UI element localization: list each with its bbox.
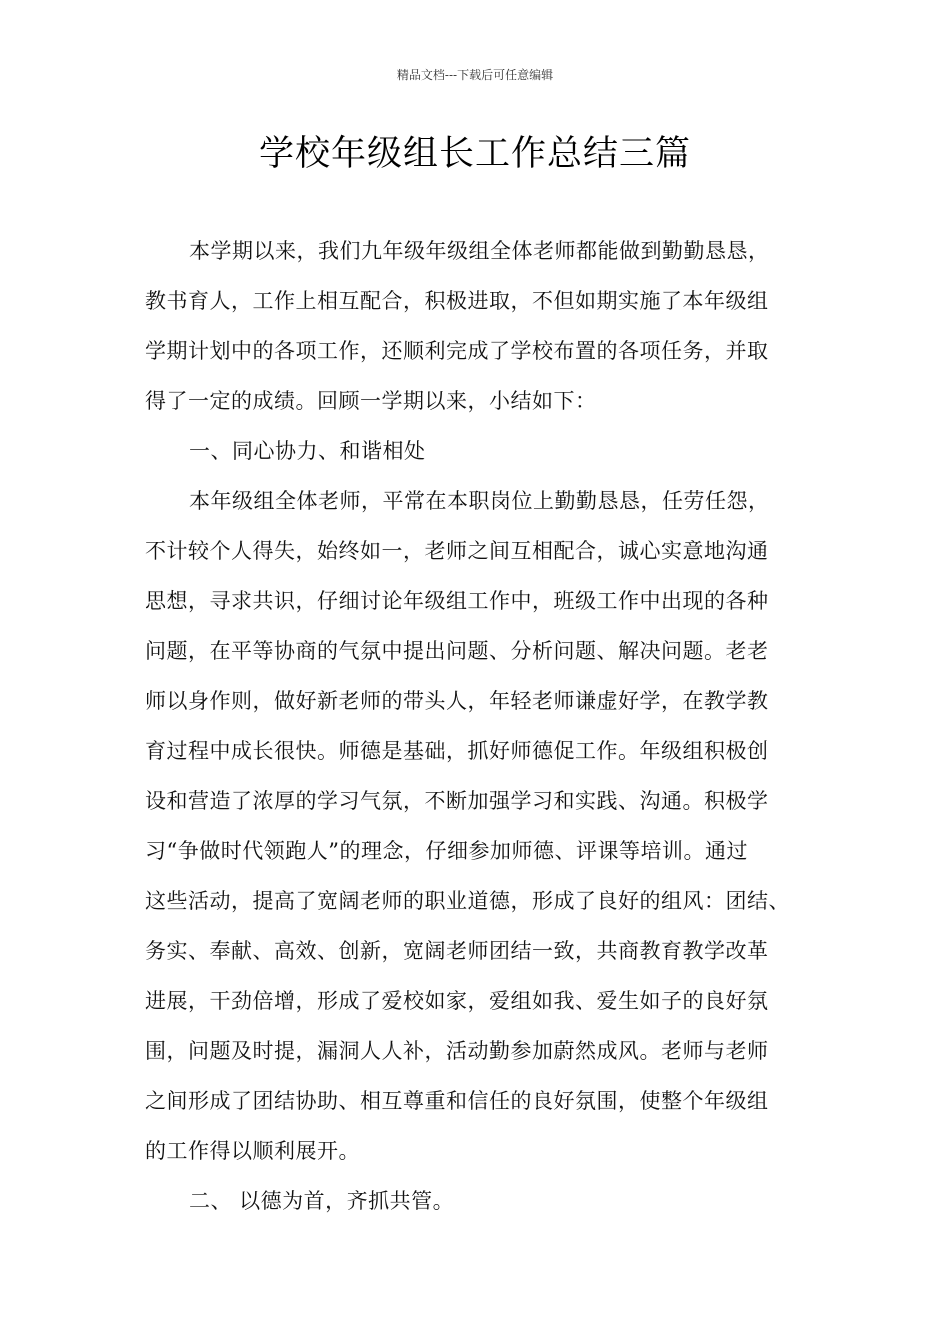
body-line: 问题，在平等协商的气氛中提出问题、分析问题、解决问题。老老 bbox=[145, 639, 769, 663]
body-line: 务实、奉献、高效、创新，宽阔老师团结一致，共商教育教学改革 bbox=[145, 939, 769, 963]
body-line: 设和营造了浓厚的学习气氛，不断加强学习和实践、沟通。积极学 bbox=[145, 789, 769, 813]
body-line: 之间形成了团结协助、相互尊重和信任的良好氛围，使整个年级组 bbox=[145, 1089, 769, 1113]
body-line: 习“争做时代领跑人”的理念，仔细参加师德、评课等培训。通过 bbox=[145, 839, 748, 863]
body-line: 的工作得以顺利展开。 bbox=[145, 1139, 360, 1163]
section-heading: 二、 以德为首，齐抓共管。 bbox=[189, 1189, 455, 1213]
body-line: 教书育人，工作上相互配合，积极进取，不但如期实施了本年级组 bbox=[145, 289, 769, 313]
body-line: 不计较个人得失，始终如一，老师之间互相配合，诚心实意地沟通 bbox=[145, 539, 769, 563]
body-line: 得了一定的成绩。回顾一学期以来，小结如下： bbox=[145, 389, 597, 413]
body-line: 学期计划中的各项工作，还顺利完成了学校布置的各项任务，并取 bbox=[145, 339, 769, 363]
document-title: 学校年级组长工作总结三篇 bbox=[258, 134, 691, 174]
document-body bbox=[145, 226, 815, 1226]
body-line: 围，问题及时提，漏洞人人补，活动勤参加蔚然成风。老师与老师 bbox=[145, 1039, 769, 1063]
body-line: 育过程中成长很快。师德是基础，抓好师德促工作。年级组积极创 bbox=[145, 739, 769, 763]
body-line: 师以身作则，做好新老师的带头人，年轻老师谦虚好学，在教学教 bbox=[145, 689, 769, 713]
body-line: 进展，干劲倍增，形成了爱校如家，爱组如我、爱生如子的良好氛 bbox=[145, 989, 769, 1013]
body-line: 思想，寻求共识，仔细讨论年级组工作中，班级工作中出现的各种 bbox=[145, 589, 769, 613]
body-line: 这些活动，提高了宽阔老师的职业道德，形成了良好的组风：团结、 bbox=[145, 889, 790, 913]
body-line: 本学期以来，我们九年级年级组全体老师都能做到勤勤恳恳， bbox=[189, 239, 770, 263]
body-line: 本年级组全体老师，平常在本职岗位上勤勤恳恳，任劳任怨， bbox=[189, 489, 770, 513]
section-heading: 一、同心协力、和谐相处 bbox=[189, 439, 426, 463]
header-note: 精品文档---下载后可任意编辑 bbox=[396, 68, 554, 82]
